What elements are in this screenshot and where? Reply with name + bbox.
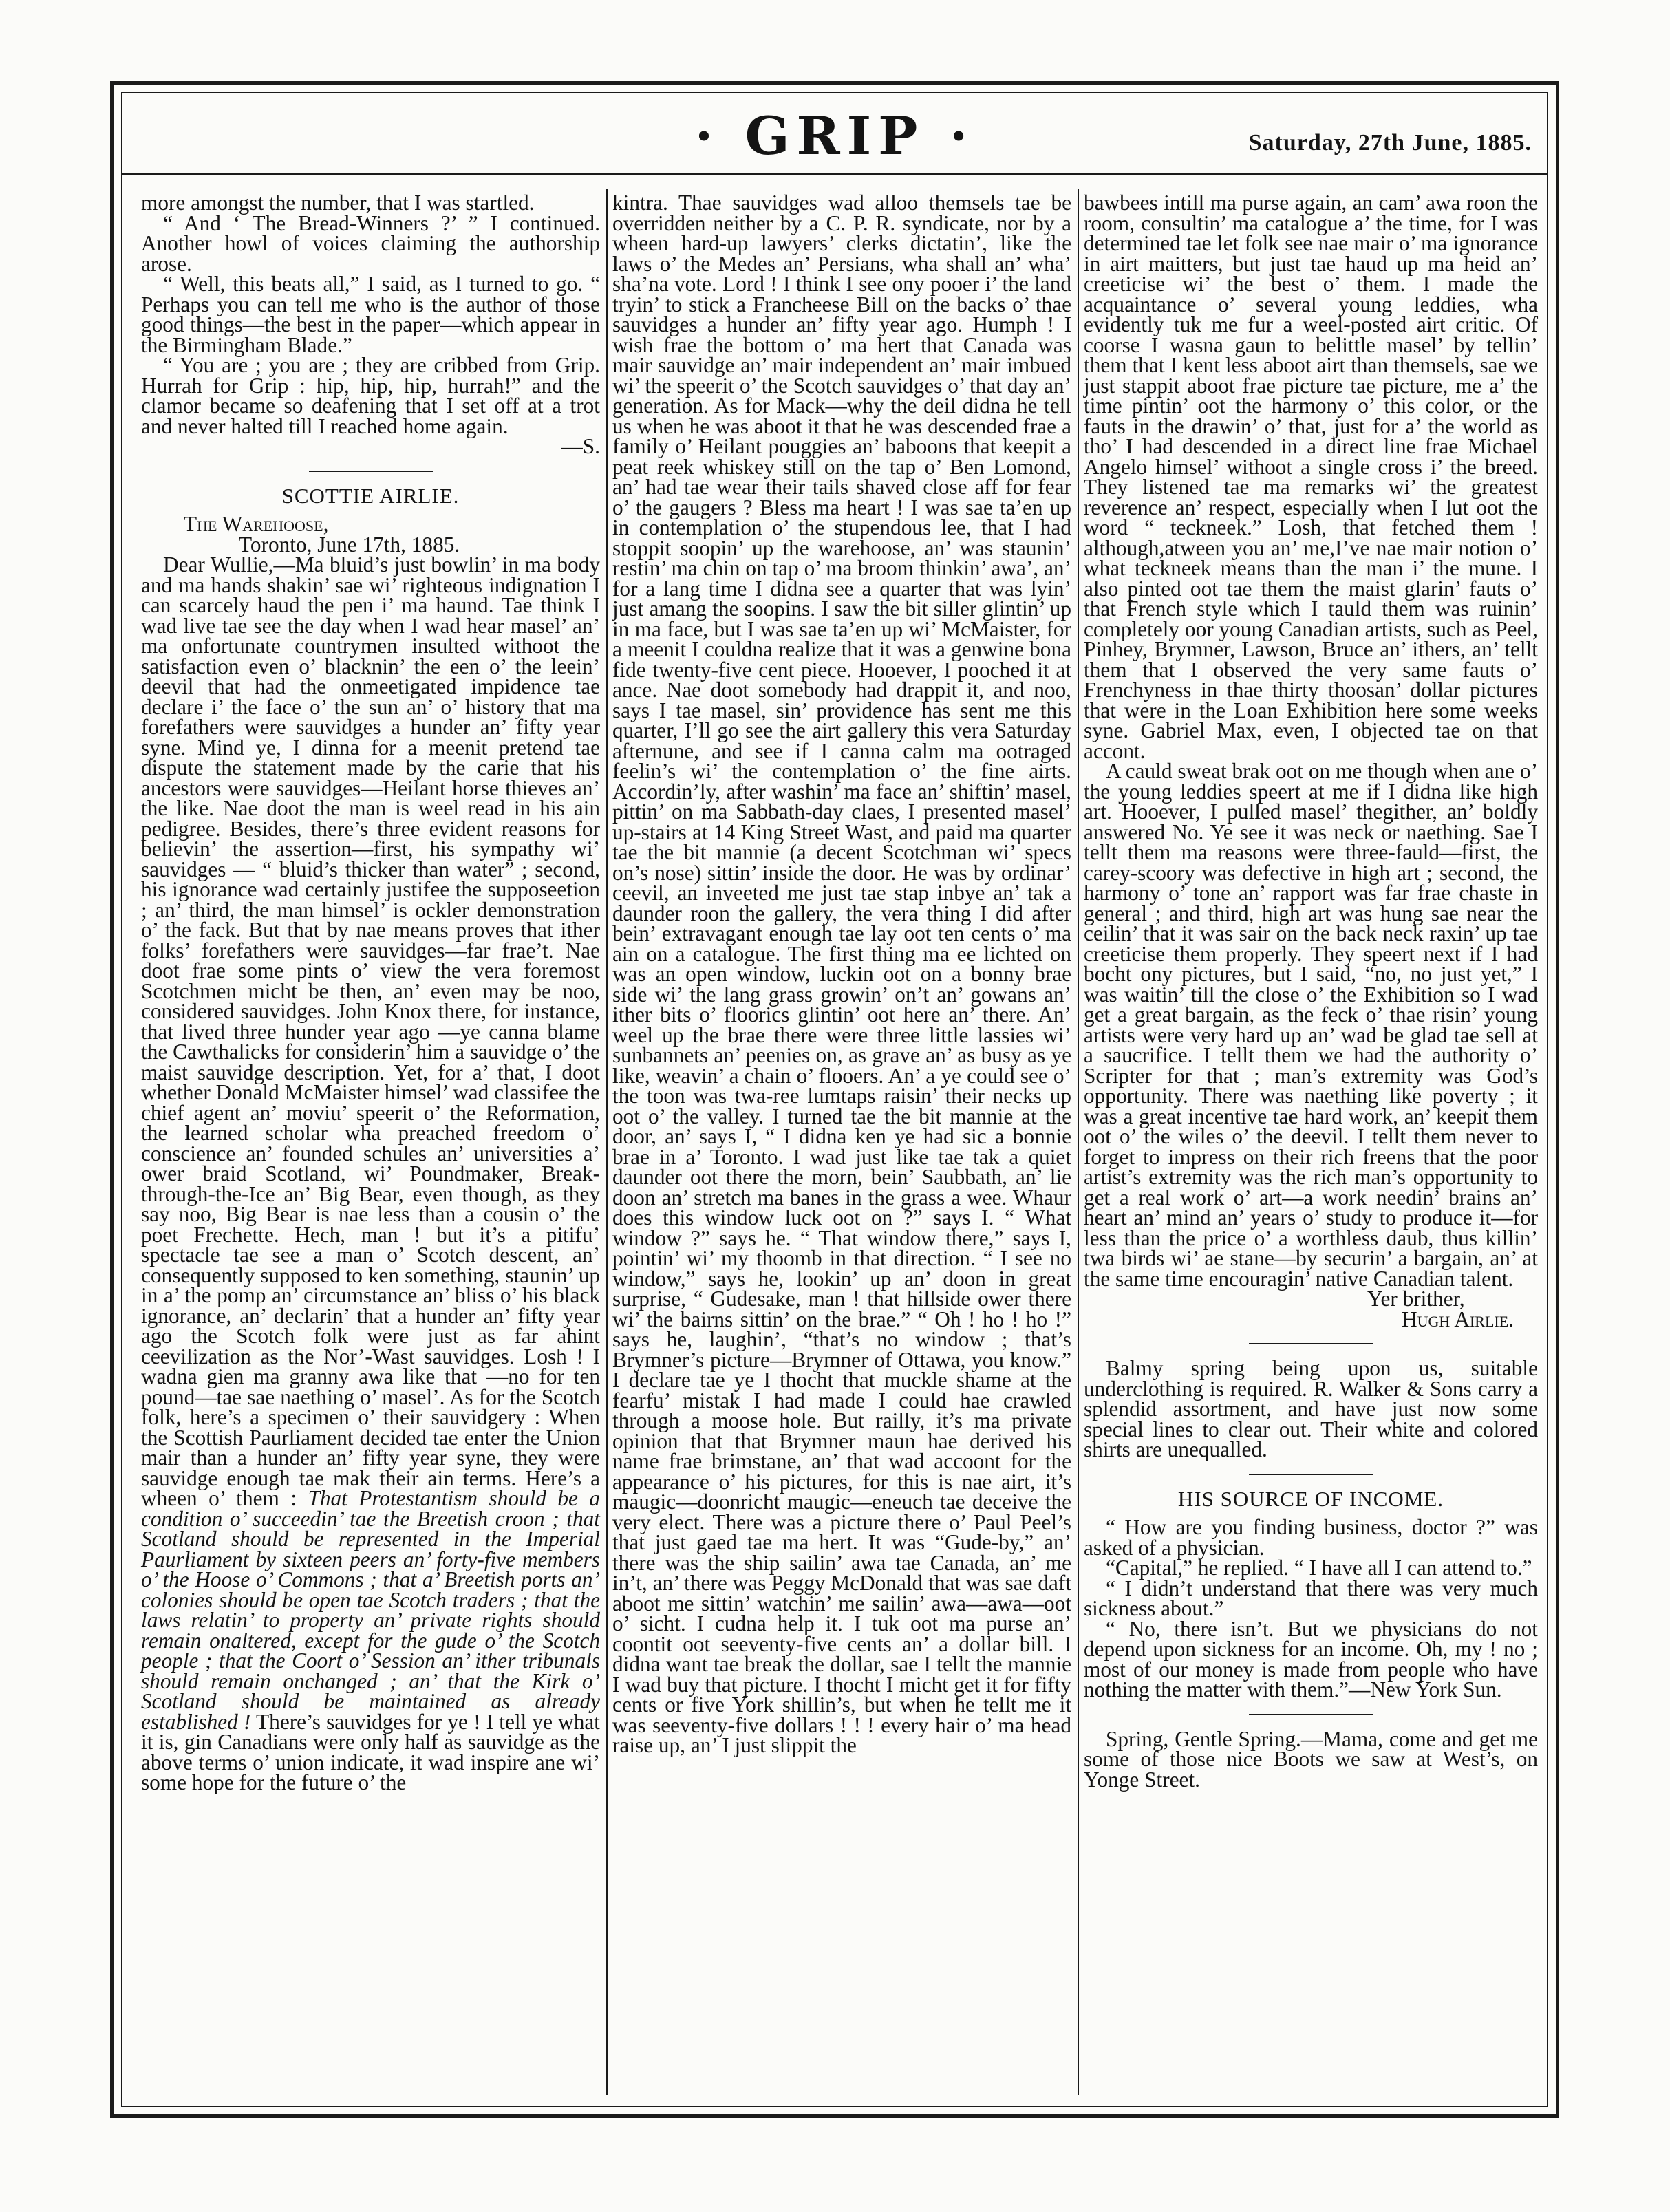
masthead-rule <box>121 173 1548 175</box>
paragraph: A cauld sweat brak oot on me though when ane o’ the young leddies speert at me if I didna like high art. Hooever, I pulled masel’ thegither, an’ boldly answered No. Ye see it was neck or naething. Sae I tellt them ma reasons were three-fauld—first, the carey-scoory was defective in high art ; second, the harmony o’ tone an’ rapport was far frae chaste in general ; and third, high art was hung sae near the ceilin’ that it was sair on the back neck raxin’ up tae creeticise them properly. They speert next if I had bocht ony pictures, but I said, “no, no just yet,” I was waitin’ till the close o’ the Exhibition so I wad get a great bargain, as the feck o’ thae risin’ young artists were very hard up an’ wad be glad tae sell at a saucrifice. I tellt them we had the authority o’ Scripter for that ; man’s extremity was God’s opportunity. There was naething like poverty ; it was a great incentive tae hard work, an’ keepit them oot o’ the wiles o’ the deevil. I tellt them never to forget to impress on their rich freens that the poor artist’s extremity was the rich man’s opportunity to get a real work o’ art—a work needin’ brains an’ heart an’ mind an’ years o’ study to produce it—for less than the price o’ a worthless daub, thus killin’ twa birds wi’ ae stane—by securin’ a bargain, an’ at the same time encouragin’ native Canadian talent. <box>1084 759 1538 1291</box>
masthead-date: Saturday, 27th June, 1885. <box>1248 130 1532 155</box>
date-line: Toronto, June 17th, 1885. <box>239 532 460 557</box>
paragraph: bawbees intill ma purse again, an cam’ awa roon the room, consultin’ ma catalogue a’ the time, for I was determined tae let folk see nae mair o’ ma ignorance in airt maitters, but just tae haud up ma heid an’ creeticise wi’ the best o’ them. I made the acquaintance o’ several young leddies, wha evidently tuk me fur a weel-posted airt critic. Of coorse I wasna gaun to belittle masel’ by tellin’ them that I kent less aboot airt than themsels, sae we just stappit aboot frae picture tae picture, me a’ the time pintin’ oot the harmony o’ this color, or the fauts in the drawin’ o’ that, just for a’ the world as tho’ I had descended in a direct line frae Michael Angelo himsel’ withoot a single cross i’ the breed. They listened tae ma remarks wi’ the greatest reverence an’ respect, especially when I lut oot the word “ teckneek.” Losh, that fetched them ! although,atween you an’ me,I’ve nae mair notion o’ what teckneek means than the man i’ the mune. I also pinted oot tae them the maist glarin’ fauts o’ that French style which I tauld them was ruinin’ completely oor young Canadian artists, such as Peel, Pinhey, Brymner, Lawson, Bruce an’ ithers, an’ tellt them that I observed the very same fauts o’ Frenchyness in thae thirty thoosan’ dollar pictures that were in the Loan Exhibition here some weeks syne. Gabriel Max, even, I objected tae on that accont. <box>1084 191 1538 763</box>
column-2 <box>612 193 1071 1756</box>
section-divider <box>309 471 433 472</box>
masthead-title: · GRIP · <box>694 105 975 167</box>
paragraph: “Capital,” he replied. “ I have all I can attend to.” <box>1106 1556 1532 1580</box>
signature: —S. <box>561 434 600 458</box>
column-rule-1 <box>606 189 608 2095</box>
section-divider <box>1249 1474 1373 1475</box>
paragraph: “ Well, this beats all,” I said, as I turned to go. “ Perhaps you can tell me who is the author of those good things—the best in the paper—which appear in the Birmingham Blade.” <box>141 272 600 357</box>
paragraph: kintra. Thae sauvidges wad alloo themsels tae be overridden neither by a C. P. R. syndicate, nor by a wheen hard-up lawyers’ clerks dictatin’, like the laws o’ the Medes an’ Persians, wha shall an’ wha’ sha’na vote. Lord ! I think I see ony pooer i’ the land tryin’ to stick a Francheese Bill on the backs o’ thae sauvidges a hunder an’ fifty year ago. Humph ! I wish frae the bottom o’ ma hert that Canada was mair sauvidge an’ mair independent an’ mair imbued wi’ the speerit o’ the Scotch sauvidges o’ that day an’ generation. As for Mack—why the deil didna he tell us when he was aboot it that he was descended frae a family o’ Heilant pouggies an’ baboons that keepit a peat reek whiskey still on the tap o’ Ben Lomond, an’ had tae wear their tails shaved close aff for fear o’ the gaugers ? Bless ma heart ! I was sae ta’en up in contemplation o’ the stupendous lee, that I had stoppit soopin’ up the warehoose, an’ was staunin’ restin’ ma chin on tap o’ ma broom thinkin’ awa’, an’ for a lang time I didna see a quarter that was lyin’ just amang the soopins. I saw the bit siller glintin’ up in ma face, but I was sae ta’en up wi’ McMaister, for a meenit I couldna realize that it was a genwine bona fide twenty-five cent piece. Hooever, I pooched it at ance. Nae doot somebody had drappit it, and noo, says I tae masel, sin’ providence has sent me this quarter, I’ll go see the airt gallery this vera Saturday afternune, and see if I canna calm ma ootraged feelin’s wi’ the contemplation o’ the fine airts. Accordin’ly, after washin’ ma face an’ shiftin’ masel, pittin’ on ma Sabbath-day claes, I presented masel’ up-stairs at 14 King Street Wast, and paid ma quarter tae the bit mannie (a decent Scotchman wi’ specs on’s nose) sittin’ inside the door. He was by ordinar’ ceevil, an inveeted me just tae stap inbye an’ tak a daunder roon the gallery, the vera thing I did after bein’ extravagant enough tae lay oot ten cents o’ ma ain on a catalogue. The first thing ma ee lichted on was an open window, luckin oot on a bonny brae side wi’ the lang grass growin’ on’t an’ gowans an’ ither bits o’ floorics glintin’ oot here an’ there. An’ weel up the brae there were three little lassies wi’ sunbannets an’ peenies on, as grave an’ as busy as ye like, weavin’ a chain o’ flooers. An’ a ye could see o’ the toon was twa-ree lumtaps raisin’ their necks up oot o’ the valley. I turned tae the bit mannie at the door, an’ says I, “ I didna ken ye had sic a bonnie brae in a’ Toronto. I wad just like tae tak a quiet daunder oot there the morn, bein’ Saubbath, an’ lie doon an’ stretch ma banes in the grass a wee. Whaur does this window luck oot on ?” says I. “ What window ?” says he. “ That window there,” says I, pointin’ wi’ my thoomb in that direction. “ I see no window,” says he, lookin’ up an’ doon in great surprise, “ Gudesake, man ! that hillside ower there wi’ the bairns sittin’ on the brae.” “ Oh ! ho ! ho !” says he, laughin’, “that’s no window ; that’s Brymner’s picture—Brymner of Ottawa, you know.” I declare tae ye I thocht that muckle shame at the fearfu’ mistak I had made I could hae crawled through a moose hole. But railly, it’s ma private opinion that that Brymner maun hae derived his name frae brimstane, an’ that wad accoont for the appearance o’ his pictures, for this is nae airt, it’s maugic—doonricht maugic—eneuch tae deceive the very elect. There was a picture there o’ Paul Peel’s that just gaed tae ma hert. It was “Gude-by,” an’ there was the ship sailin’ awa tae Canada, an’ me in’t, an’ there was Peggy McDonald that was sae daft aboot me sittin’ watchin’ me sailin’ awa—awa—oot o’ sicht. I cudna help it. I tuk oot ma purse an’ coontit oot seeventy-five cents an’ a dollar bill. I didna want tae break the dollar, sae I tellt the mannie I wad buy that picture. I thocht I micht get it for fifty cents or five York shillin’s, but when he tellt me it was seeventy-five dollars ! ! ! every hair o’ ma head raise up, an’ I just slippit the <box>612 191 1071 1757</box>
signature-closing: Yer brither, <box>1367 1287 1465 1311</box>
letter-body-continued: There’s sauvidges for ye ! I tell ye what it is, gin Canadians were only half as sauvidge as the above terms o’ union indicate, it wad inspire ane wi’ some hope for the future o’ the <box>141 1709 600 1794</box>
section-divider <box>1249 1714 1373 1715</box>
signature-name: Hugh Airlie. <box>1402 1307 1514 1331</box>
masthead <box>121 92 1548 174</box>
column-1 <box>141 193 600 1793</box>
advertisement: Spring, Gentle Spring.—Mama, come and get me some of those nice Boots we saw at West’s, on Yonge Street. <box>1084 1726 1538 1792</box>
column-3 <box>1084 193 1538 1790</box>
article-heading: SCOTTIE AIRLIE. <box>281 483 460 508</box>
paragraph: “ I didn’t understand that there was very much sickness about.” <box>1084 1576 1538 1620</box>
paragraph: “ How are you finding business, doctor ?” was asked of a physician. <box>1084 1515 1538 1560</box>
letter-body: Dear Wullie,—Ma bluid’s just bowlin’ in ma body and ma hands shakin’ sae wi’ righteous indignation I can scarcely haud the pen i’ ma haund. Tae think I wad live tae see the day when I wad hear masel’ an’ ma onfortunate countrymen insulted withoot the satisfaction even o’ blacknin’ the een o’ the leein’ deevil that had the onmeetigated impidence tae declare i’ the face o’ the sun an’ o’ history that ma forefathers were sauvidges a hunder an’ fifty year syne. Mind ye, I dinna for a meenit pretend tae dispute the statement made by the carie that his ancestors were sauvidges—Heilant horse thieves an’ the like. Nae doot the man is weel read in his ain pedigree. Besides, there’s three evident reasons for believin’ the assertion—first, his sympathy wi’ sauvidges — “ bluid’s thicker than water” ; second, his ignorance wad certainly justifee the supposeetion ; an’ third, the man himsel’ is ockler demonstration o’ the fack. But that by nae means proves that ither folks’ forefathers were sauvidges—far frae’t. Nae doot frae some pints o’ view the vera foremost Scotchmen micht be then, an’ even may be noo, considered sauvidges. John Knox there, for instance, that lived three hunder year ago —ye canna blame the Cawthalicks for considerin’ him a sauvidge o’ the maist sauvidge description. Yet, for a’ that, I doot whether Donald McMaister himsel’ wad classifee the chief agent an’ moviu’ speerit o’ the Reformation, the learned scholar wha preached freedom o’ conscience an’ founded schules an’ universities a’ ower braid Scotland, wi’ Poundmaker, Break-through-the-Ice an’ Big Bear, even though, as they say noo, Big Bear is nae less than a cousin o’ the poet Frechette. Hech, man ! but it’s a pitifu’ spectacle tae see a man o’ Scotch descent, an’ consequently supposed to ken something, staunin’ up in a’ the pomp an’ circumstance an’ bliss o’ his black ignorance, an’ declarin’ that a hunder an’ fifty year ago the Scotch folk were just as far ahint ceevilization as the Nor’-Wast sauvidges. Losh ! I wadna gien ma granny awa like that —no for ten pound—tae sae naething o’ masel’. As for the Scotch folk, here’s a specimen o’ their sauvidgery : When the Scottish Paurliament decided tae enter the Union mair than a hunder an’ fifty year syne, they were sauvidge enough tae mak their ain terms. Here’s a wheen o’ them : <box>141 552 600 1510</box>
paragraph: more amongst the number, that I was startled. <box>141 191 535 215</box>
section-divider <box>1249 1343 1373 1344</box>
quoted-terms: That Protestantism should be a condition o’ succeedin’ tae the Breetish croon ; that Scotland should be represented in the Imperial Paurliament by sixteen peers an’ forty-five members o’ the Hoose o’ Commons ; that a’ Breetish ports an’ colonies should be open tae Scotch traders ; that the laws relatin’ to property an’ private rights should remain onaltered, except for the gude o’ the Scotch people ; that the Coort o’ Session an’ ither tribunals should remain onchanged ; an’ that the Kirk o’ Scotland should be maintained as already established ! <box>141 1486 600 1734</box>
paragraph: “ You are ; you are ; they are cribbed from Grip. Hurrah for Grip : hip, hip, hip, hurrah!” and the clamor became so deafening that I set off at a trot and never halted till I reached home again. <box>141 353 600 438</box>
address-line: The Warehoose, <box>184 512 329 536</box>
advertisement: Balmy spring being upon us, suitable underclothing is required. R. Walker & Sons carry a splendid assortment, and have just now some special lines to clear out. Their white and colored shirts are unequalled. <box>1084 1356 1538 1461</box>
paragraph: “ And ‘ The Bread-Winners ?’ ” I continued. Another howl of voices claiming the authorship arose. <box>141 211 600 276</box>
paragraph <box>141 552 600 1794</box>
paragraph: “ No, there isn’t. But we physicians do not depend upon sickness for an income. Oh, my ! no ; most of our money is made from people who have nothing the matter with them.”—New York Sun. <box>1084 1616 1538 1701</box>
article-heading: HIS SOURCE OF INCOME. <box>1177 1486 1444 1511</box>
column-rule-2 <box>1078 189 1079 2095</box>
